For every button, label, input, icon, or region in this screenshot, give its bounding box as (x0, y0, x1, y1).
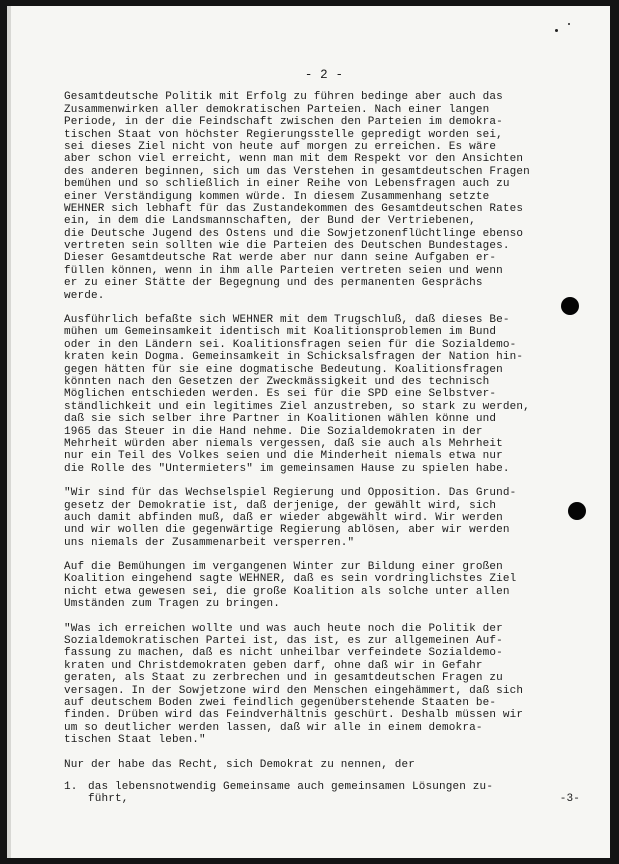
document-body (64, 69, 584, 806)
text-line: werde. (64, 289, 105, 302)
text-line: Umständen zum Tragen zu bringen. (64, 598, 281, 611)
paragraph (64, 759, 584, 771)
scan-speck (555, 29, 558, 32)
list-item (64, 781, 584, 806)
text-line: er zu einer Stätte der Begegnung und des permanenten Gesprächs (64, 277, 483, 290)
text-line: aber schon viel erreicht, wenn man mit dem Respekt vor den Ansichten (64, 153, 524, 166)
text-line: gegen hätten für sie eine dogmatische Bedeutung. Koalitionsfragen (64, 363, 503, 376)
text-line: "Was ich erreichen wollte und was auch heute noch die Politik der (64, 622, 503, 635)
text-line: und wir wollen die gegenwärtige Regierung ablösen, aber wir werden (64, 524, 510, 537)
text-line: geraten, als Staat zu zerbrechen und in gesamtdeutschen Fragen zu (64, 672, 503, 685)
text-line: des anderen beginnen, sich um das Verstehen in gesamtdeutschen Fragen (64, 165, 530, 178)
text-line: die Rolle des "Untermieters" im gemeinsamen Hause zu spielen habe. (64, 462, 510, 475)
text-line: gesetz der Demokratie ist, daß derjenige, der gewählt wird, sich (64, 499, 497, 512)
text-line: könnten nach den Gesetzen der Zweckmässigkeit und des technisch (64, 376, 490, 388)
text-line: Mehrheit würden aber niemals vergessen, daß sie auch als Mehrheit (64, 437, 503, 450)
paragraph (64, 623, 584, 747)
text-line: einer Verständigung kommen würde. In diesem Zusammenhang setzte (64, 190, 490, 203)
text-line: oder in den Ländern sei. Koalitionsfragen seien für die Sozialdemo- (64, 338, 517, 351)
text-line-content: führt, (88, 793, 129, 806)
text-line: "Wir sind für das Wechselspiel Regierung und Opposition. Das Grund- (64, 487, 517, 500)
text-line: versagen. In der Sowjetzone wird den Menschen eingehämmert, daß sich (64, 684, 524, 697)
text-line: um so deutlicher werden lassen, daß wir alle in einem demokra- (64, 721, 483, 734)
document-page (7, 6, 610, 858)
list-text (88, 781, 584, 806)
text-line: Zusammenwirken aller demokratischen Parteien. Nach einer langen (64, 103, 490, 116)
text-line: nur ein Teil des Volkes seien und die Minderheit niemals etwa nur (64, 450, 503, 463)
paragraphs (64, 91, 584, 771)
text-line: WEHNER sich lebhaft für das Zustandekommen des Gesamtdeutschen Rates (64, 202, 524, 215)
page-number: - 2 - (304, 68, 344, 82)
text-line (88, 793, 584, 805)
text-line: mühen um Gemeinsamkeit identisch mit Koalitionsproblemen im Bund (64, 326, 497, 339)
text-line: kraten und Christdemokraten geben darf, ohne daß wir in Gefahr (64, 659, 483, 672)
text-line: das lebensnotwendig Gemeinsame auch gemeinsamen Lösungen zu- (88, 780, 494, 793)
text-line: sei dieses Ziel nicht von heute auf morgen zu erreichen. Es wäre (64, 140, 497, 153)
text-line: tischen Staat von höchster Regierungsstelle gepredigt worden sei, (64, 128, 503, 141)
paragraph (64, 91, 584, 302)
paragraph (64, 487, 584, 549)
text-line: daß sie sich selber ihre Partner in Koalitionen wählen könne und (64, 413, 497, 426)
text-line: 1965 das Steuer in die Hand nehme. Die Sozialdemokraten in der (64, 425, 483, 438)
text-line: fassung zu machen, daß es nicht unheilbar verfeindete Sozialdemo- (64, 647, 503, 660)
text-line: kraten kein Dogma. Gemeinsamkeit in Schicksalsfragen der Nation hin- (64, 351, 524, 364)
text-line: nicht etwa gewesen sei, die große Koalition als solche unter allen (64, 585, 510, 598)
text-line: Dieser Gesamtdeutsche Rat werde aber nur dann seine Aufgaben er- (64, 252, 497, 265)
text-line: ein, in dem die Landsmannschaften, der Bund der Vertriebenen, (64, 215, 476, 228)
text-line: Nur der habe das Recht, sich Demokrat zu nennen, der (64, 758, 416, 771)
list-number: 1. (64, 780, 78, 793)
text-line: Sozialdemokratischen Partei ist, das ist, es zur allgemeinen Auf- (64, 635, 503, 648)
text-line: Auf die Bemühungen im vergangenen Winter zur Bildung einer großen (64, 561, 503, 574)
text-line: Ausführlich befaßte sich WEHNER mit dem Trugschluß, daß dieses Be- (64, 314, 510, 327)
text-line: füllen können, wenn in ihm alle Parteien vertreten seien und wenn (64, 264, 503, 277)
text-line: Koalition eingehend sagte WEHNER, daß es sein vordringlichstes Ziel (64, 573, 517, 586)
text-line: bemühen und so schließlich in einer Reihe von Lebensfragen auch zu (64, 178, 510, 191)
scan-edge (7, 6, 11, 858)
text-line: die Deutsche Jugend des Ostens und die Sowjetzonenflüchtlinge ebenso (64, 227, 524, 240)
text-line: auf deutschem Boden zwei feindlich gegenüberstehende Staaten be- (64, 696, 497, 709)
text-line: Möglichen entschieden werden. Es sei für die SPD eine Selbstver- (64, 388, 497, 401)
scan-speck (568, 23, 570, 25)
paragraph (64, 561, 584, 611)
paragraph (64, 314, 584, 475)
text-line: finden. Drüben wird das Feindverhältnis geschürt. Deshalb müssen wir (64, 709, 524, 722)
text-line: Gesamtdeutsche Politik mit Erfolg zu führen bedinge aber auch das (64, 91, 503, 104)
text-line: uns niemals der Zusammenarbeit versperren." (64, 536, 355, 549)
text-line: vertreten sein sollten wie die Parteien des Deutschen Bundestages. (64, 240, 510, 253)
next-page-marker: -3- (559, 793, 580, 806)
text-line: auch damit abfinden muß, daß er wieder abgewählt wird. Wir werden (64, 511, 503, 524)
text-line: tischen Staat leben." (64, 734, 206, 747)
numbered-list (64, 781, 584, 806)
text-line: Periode, in der die Feindschaft zwischen den Parteien im demokra- (64, 116, 503, 129)
text-line: ständlichkeit und ein legitimes Ziel anzustreben, so stark zu werden, (64, 400, 530, 413)
